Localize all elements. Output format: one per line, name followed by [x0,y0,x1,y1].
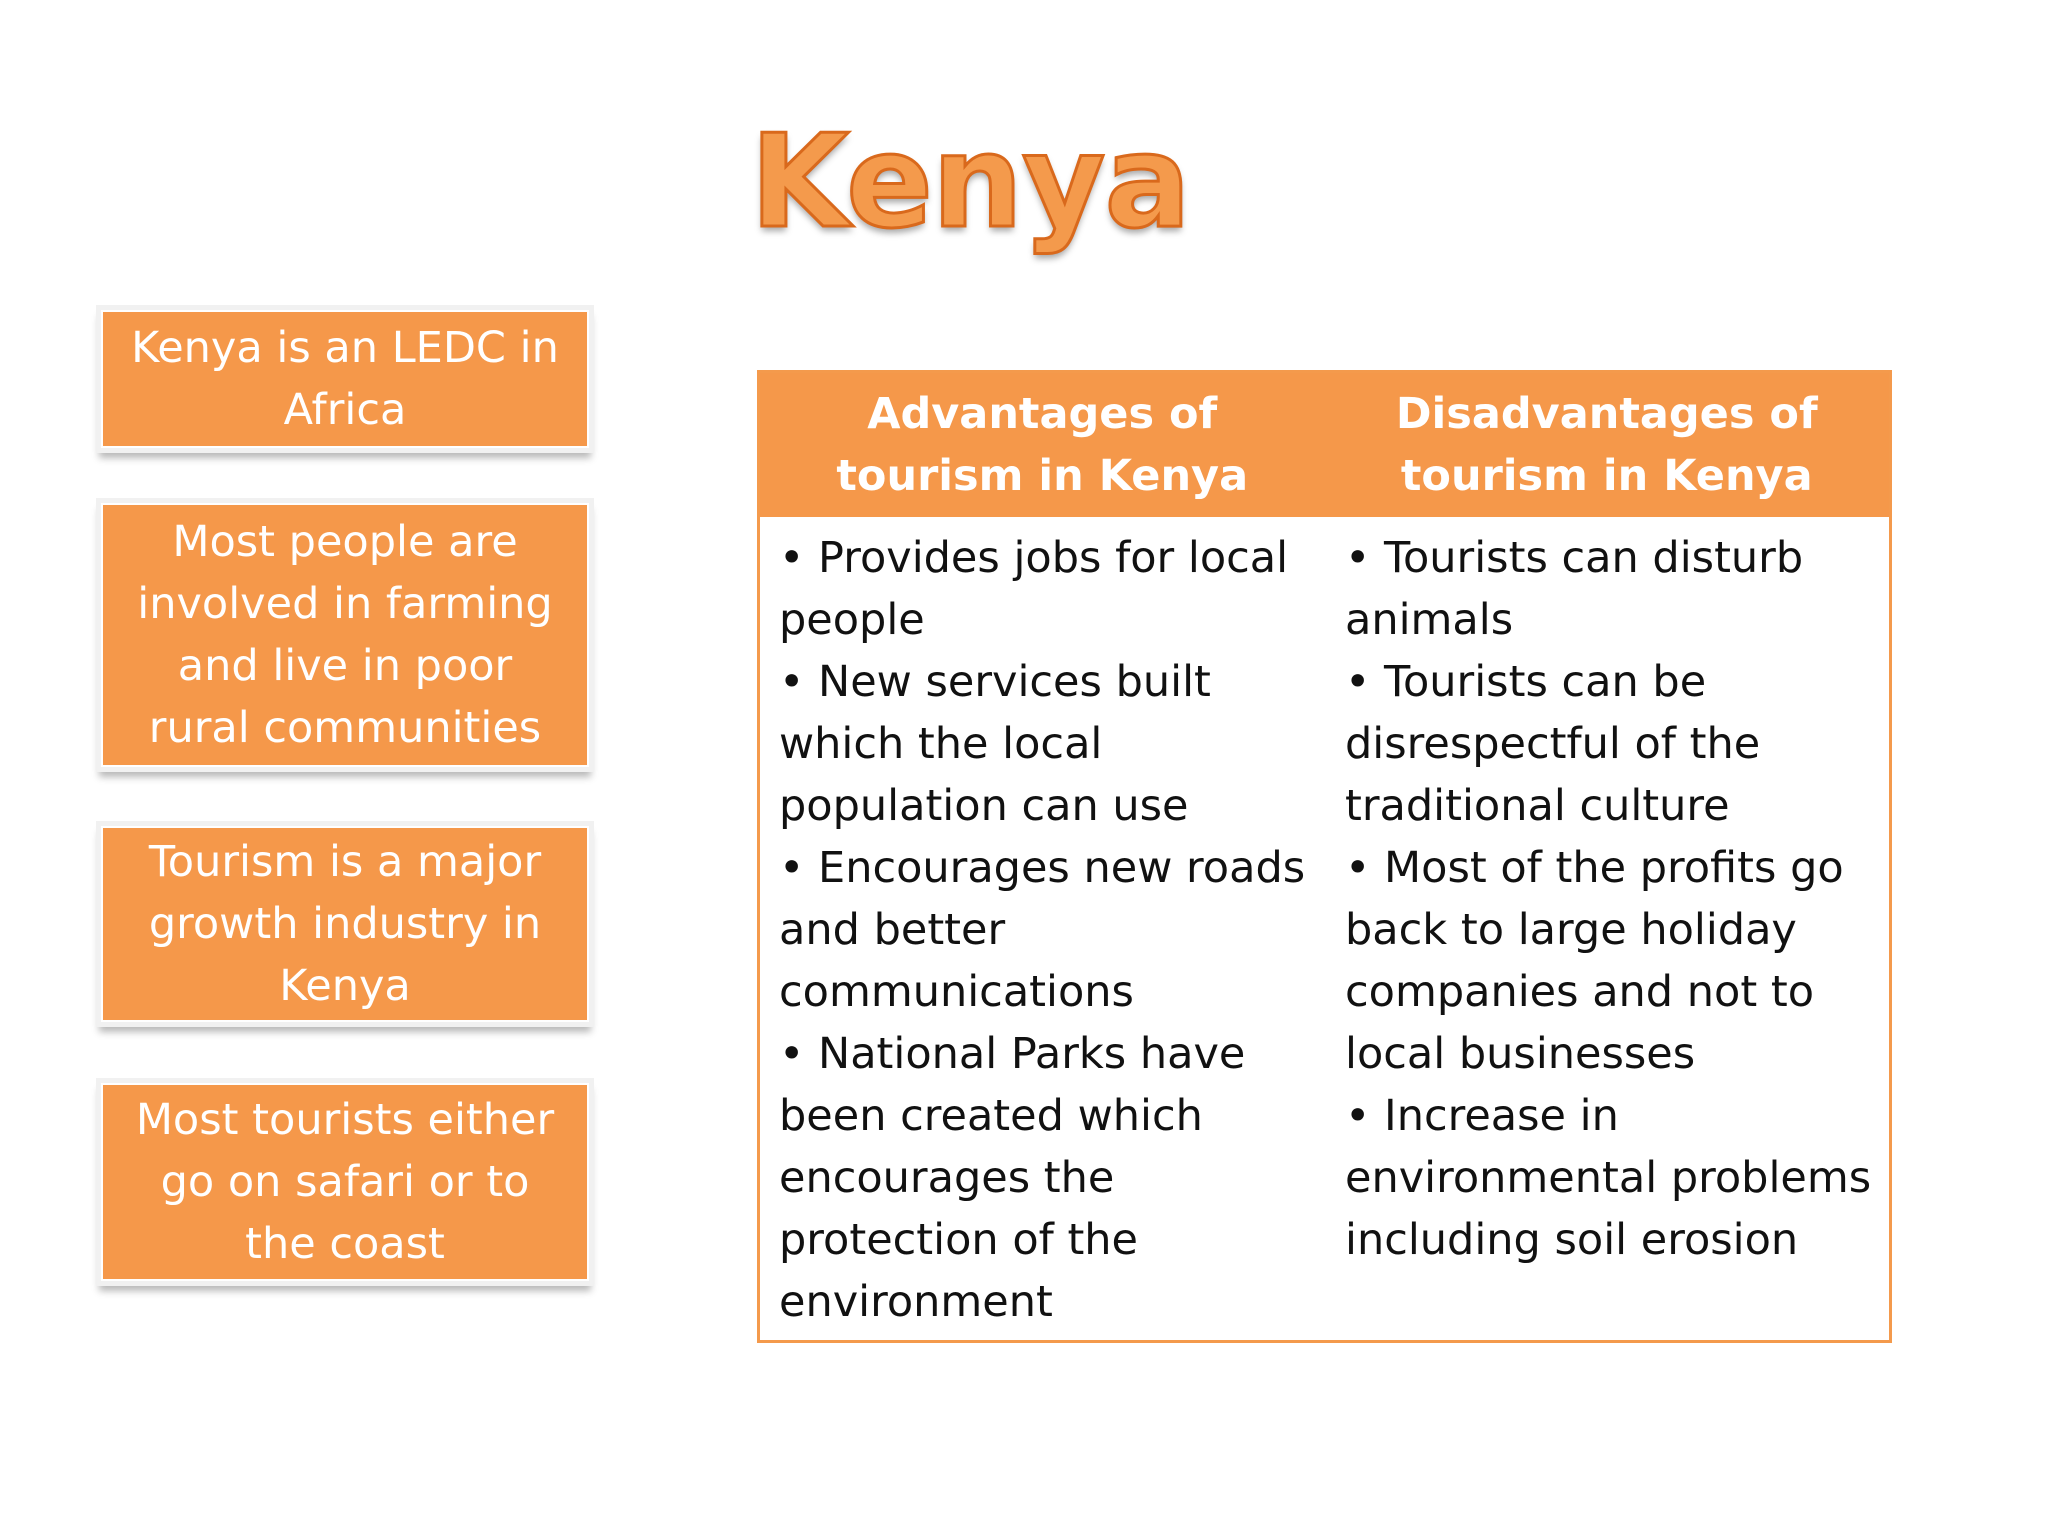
disadvantage-item: • Tourists can be disrespectful of the traditional culture [1345,657,1761,831]
slide-title: Kenya [750,108,1190,257]
disadvantage-item: • Tourists can disturb animals [1345,533,1804,645]
tourism-table [757,370,1892,1343]
fact-box-farming [101,503,589,767]
advantage-item: • Encourages new roads and better communications [779,843,1306,1017]
table-header-row [760,373,1889,517]
header-advantages: Advantages of tourism in Kenya [836,389,1249,501]
disadvantage-item: • Most of the profits go back to large holiday companies and not to local businesses [1345,843,1844,1079]
fact-text: Kenya is an LEDC in Africa [131,323,559,435]
fact-text: Tourism is a major growth industry in Kenya [148,837,542,1011]
fact-box-ledc [101,310,589,448]
disadvantages-cell [1323,517,1889,1333]
advantage-item: • Provides jobs for local people [779,533,1289,645]
advantage-item: • New services built which the local population can use [779,657,1211,831]
header-disadvantages: Disadvantages of tourism in Kenya [1395,389,1818,501]
table-body-row [760,517,1889,1333]
fact-box-tourism-growth [101,826,589,1022]
advantages-cell [760,517,1323,1333]
fact-box-safari-coast [101,1083,589,1281]
disadvantage-item: • Increase in environmental problems including soil erosion [1345,1091,1872,1265]
fact-text: Most people are involved in farming and live in poor rural communities [137,517,553,753]
fact-text: Most tourists either go on safari or to the coast [135,1095,555,1269]
advantage-item: • National Parks have been created which encourages the protection of the environment [779,1029,1246,1327]
